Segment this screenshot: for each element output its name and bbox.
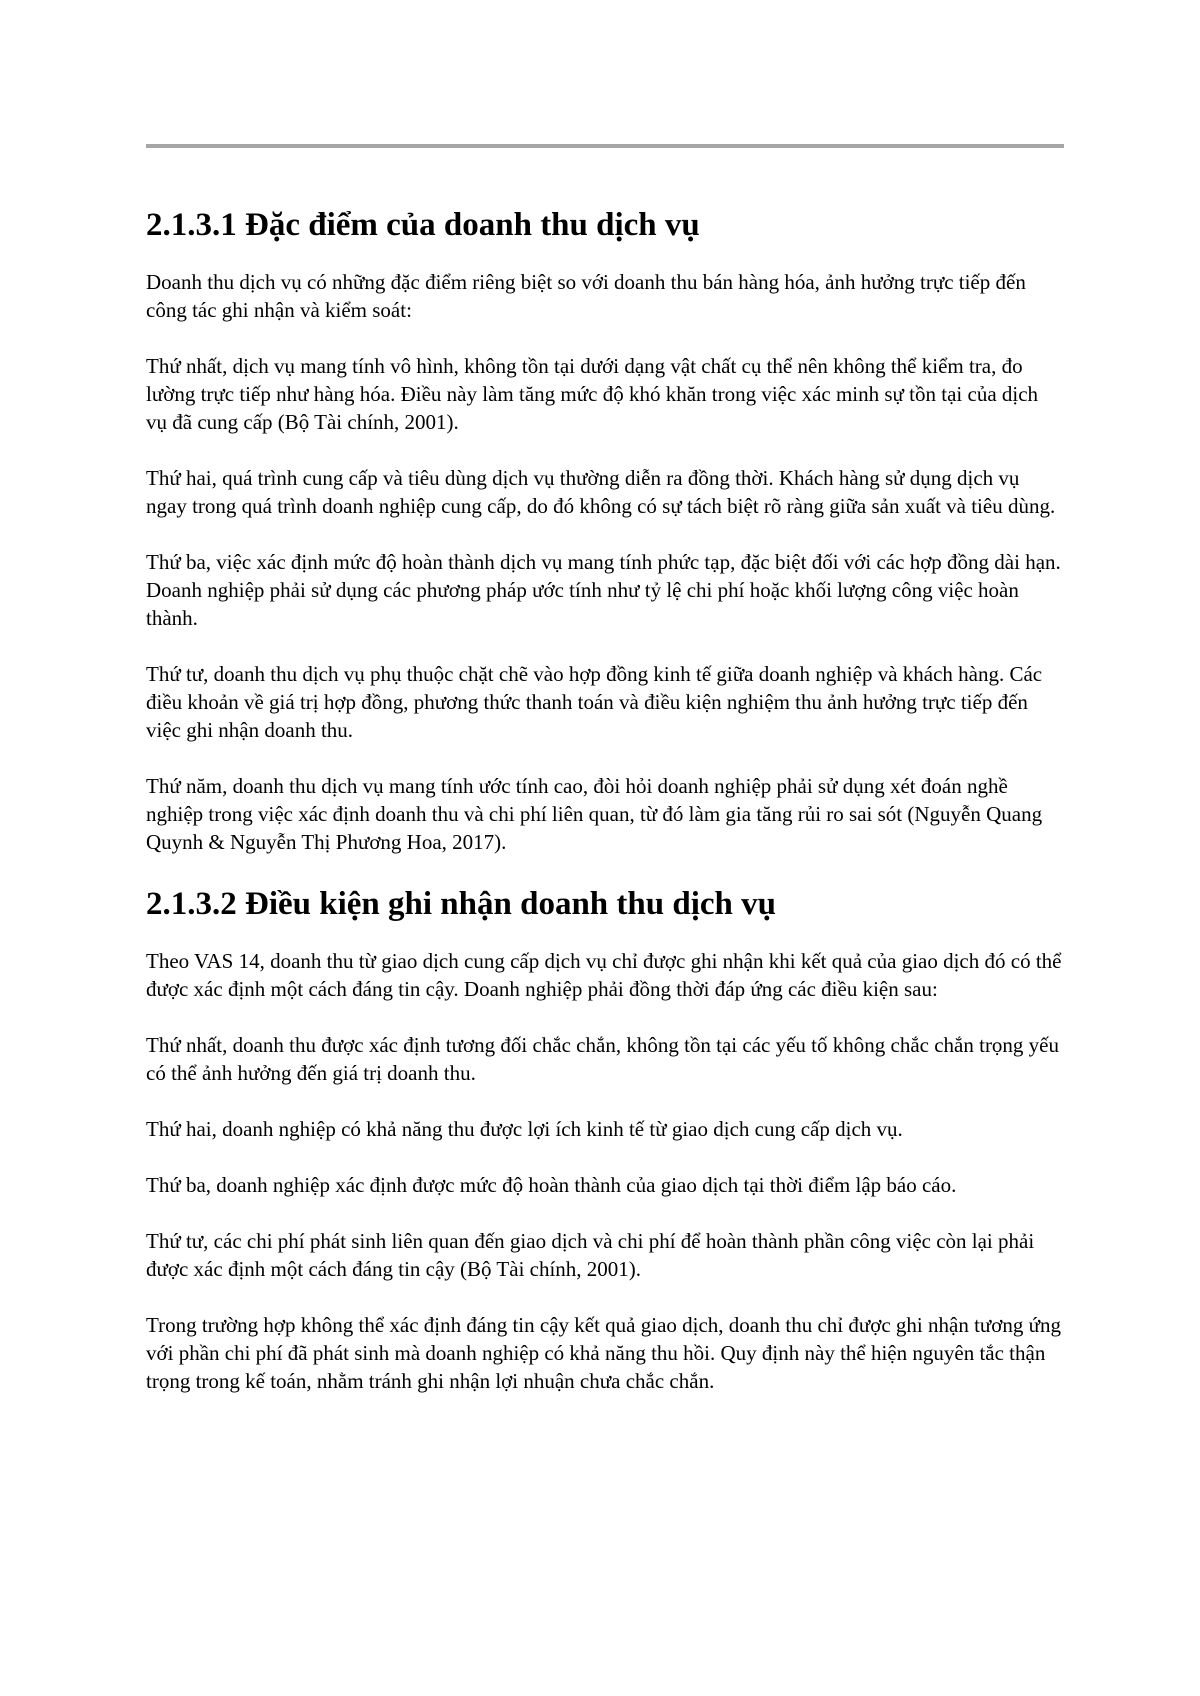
paragraph: Thứ hai, quá trình cung cấp và tiêu dùng dịch vụ thường diễn ra đồng thời. Khách hàng sử dụng dịch vụ ngay trong quá trình doanh nghiệp cung cấp, do đó không có sự tách biệt rõ ràng giữa sản xuất và tiêu dùng.: [146, 466, 1056, 518]
paragraph: Thứ hai, doanh nghiệp có khả năng thu được lợi ích kinh tế từ giao dịch cung cấp dịch vụ.: [146, 1117, 903, 1141]
top-divider: [146, 144, 1064, 148]
paragraph: Thứ ba, việc xác định mức độ hoàn thành dịch vụ mang tính phức tạp, đặc biệt đối với các hợp đồng dài hạn. Doanh nghiệp phải sử dụng các phương pháp ước tính như tỷ lệ chi phí hoặc khối lượng công việc hoàn thành.: [146, 550, 1061, 630]
paragraph: Trong trường hợp không thể xác định đáng tin cậy kết quả giao dịch, doanh thu chỉ được ghi nhận tương ứng với phần chi phí đã phát sinh mà doanh nghiệp có khả năng thu hồi. Quy định này thể hiện nguyên tắc thận trọng trong kế toán, nhằm tránh ghi nhận lợi nhuận chưa chắc chắn.: [146, 1313, 1062, 1393]
document-content: [146, 205, 1064, 1423]
section-heading-2-1-3-2: 2.1.3.2 Điều kiện ghi nhận doanh thu dịch vụ: [146, 886, 776, 922]
paragraph: Thứ tư, các chi phí phát sinh liên quan đến giao dịch và chi phí để hoàn thành phần công việc còn lại phải được xác định một cách đáng tin cậy (Bộ Tài chính, 2001).: [146, 1229, 1035, 1281]
paragraph: Doanh thu dịch vụ có những đặc điểm riêng biệt so với doanh thu bán hàng hóa, ảnh hưởng trực tiếp đến công tác ghi nhận và kiểm soát:: [146, 270, 1026, 322]
paragraph: Thứ nhất, doanh thu được xác định tương đối chắc chắn, không tồn tại các yếu tố không chắc chắn trọng yếu có thể ảnh hưởng đến giá trị doanh thu.: [146, 1033, 1060, 1085]
paragraph: Thứ nhất, dịch vụ mang tính vô hình, không tồn tại dưới dạng vật chất cụ thể nên không thể kiểm tra, đo lường trực tiếp như hàng hóa. Điều này làm tăng mức độ khó khăn trong việc xác minh sự tồn tại của dịch vụ đã cung cấp (Bộ Tài chính, 2001).: [146, 354, 1039, 434]
paragraph: Thứ ba, doanh nghiệp xác định được mức độ hoàn thành của giao dịch tại thời điểm lập báo cáo.: [146, 1173, 957, 1197]
paragraph: Thứ tư, doanh thu dịch vụ phụ thuộc chặt chẽ vào hợp đồng kinh tế giữa doanh nghiệp và khách hàng. Các điều khoản về giá trị hợp đồng, phương thức thanh toán và điều kiện nghiệm thu ảnh hưởng trực tiếp đến việc ghi nhận doanh thu.: [146, 662, 1043, 742]
paragraph: Theo VAS 14, doanh thu từ giao dịch cung cấp dịch vụ chỉ được ghi nhận khi kết quả của giao dịch đó có thể được xác định một cách đáng tin cậy. Doanh nghiệp phải đồng thời đáp ứng các điều kiện sau:: [146, 949, 1062, 1001]
section-heading-2-1-3-1: 2.1.3.1 Đặc điểm của doanh thu dịch vụ: [146, 207, 700, 243]
paragraph: Thứ năm, doanh thu dịch vụ mang tính ước tính cao, đòi hỏi doanh nghiệp phải sử dụng xét đoán nghề nghiệp trong việc xác định doanh thu và chi phí liên quan, từ đó làm gia tăng rủi ro sai sót (Nguyễn Quang Quynh & Nguyễn Thị Phương Hoa, 2017).: [146, 774, 1043, 854]
